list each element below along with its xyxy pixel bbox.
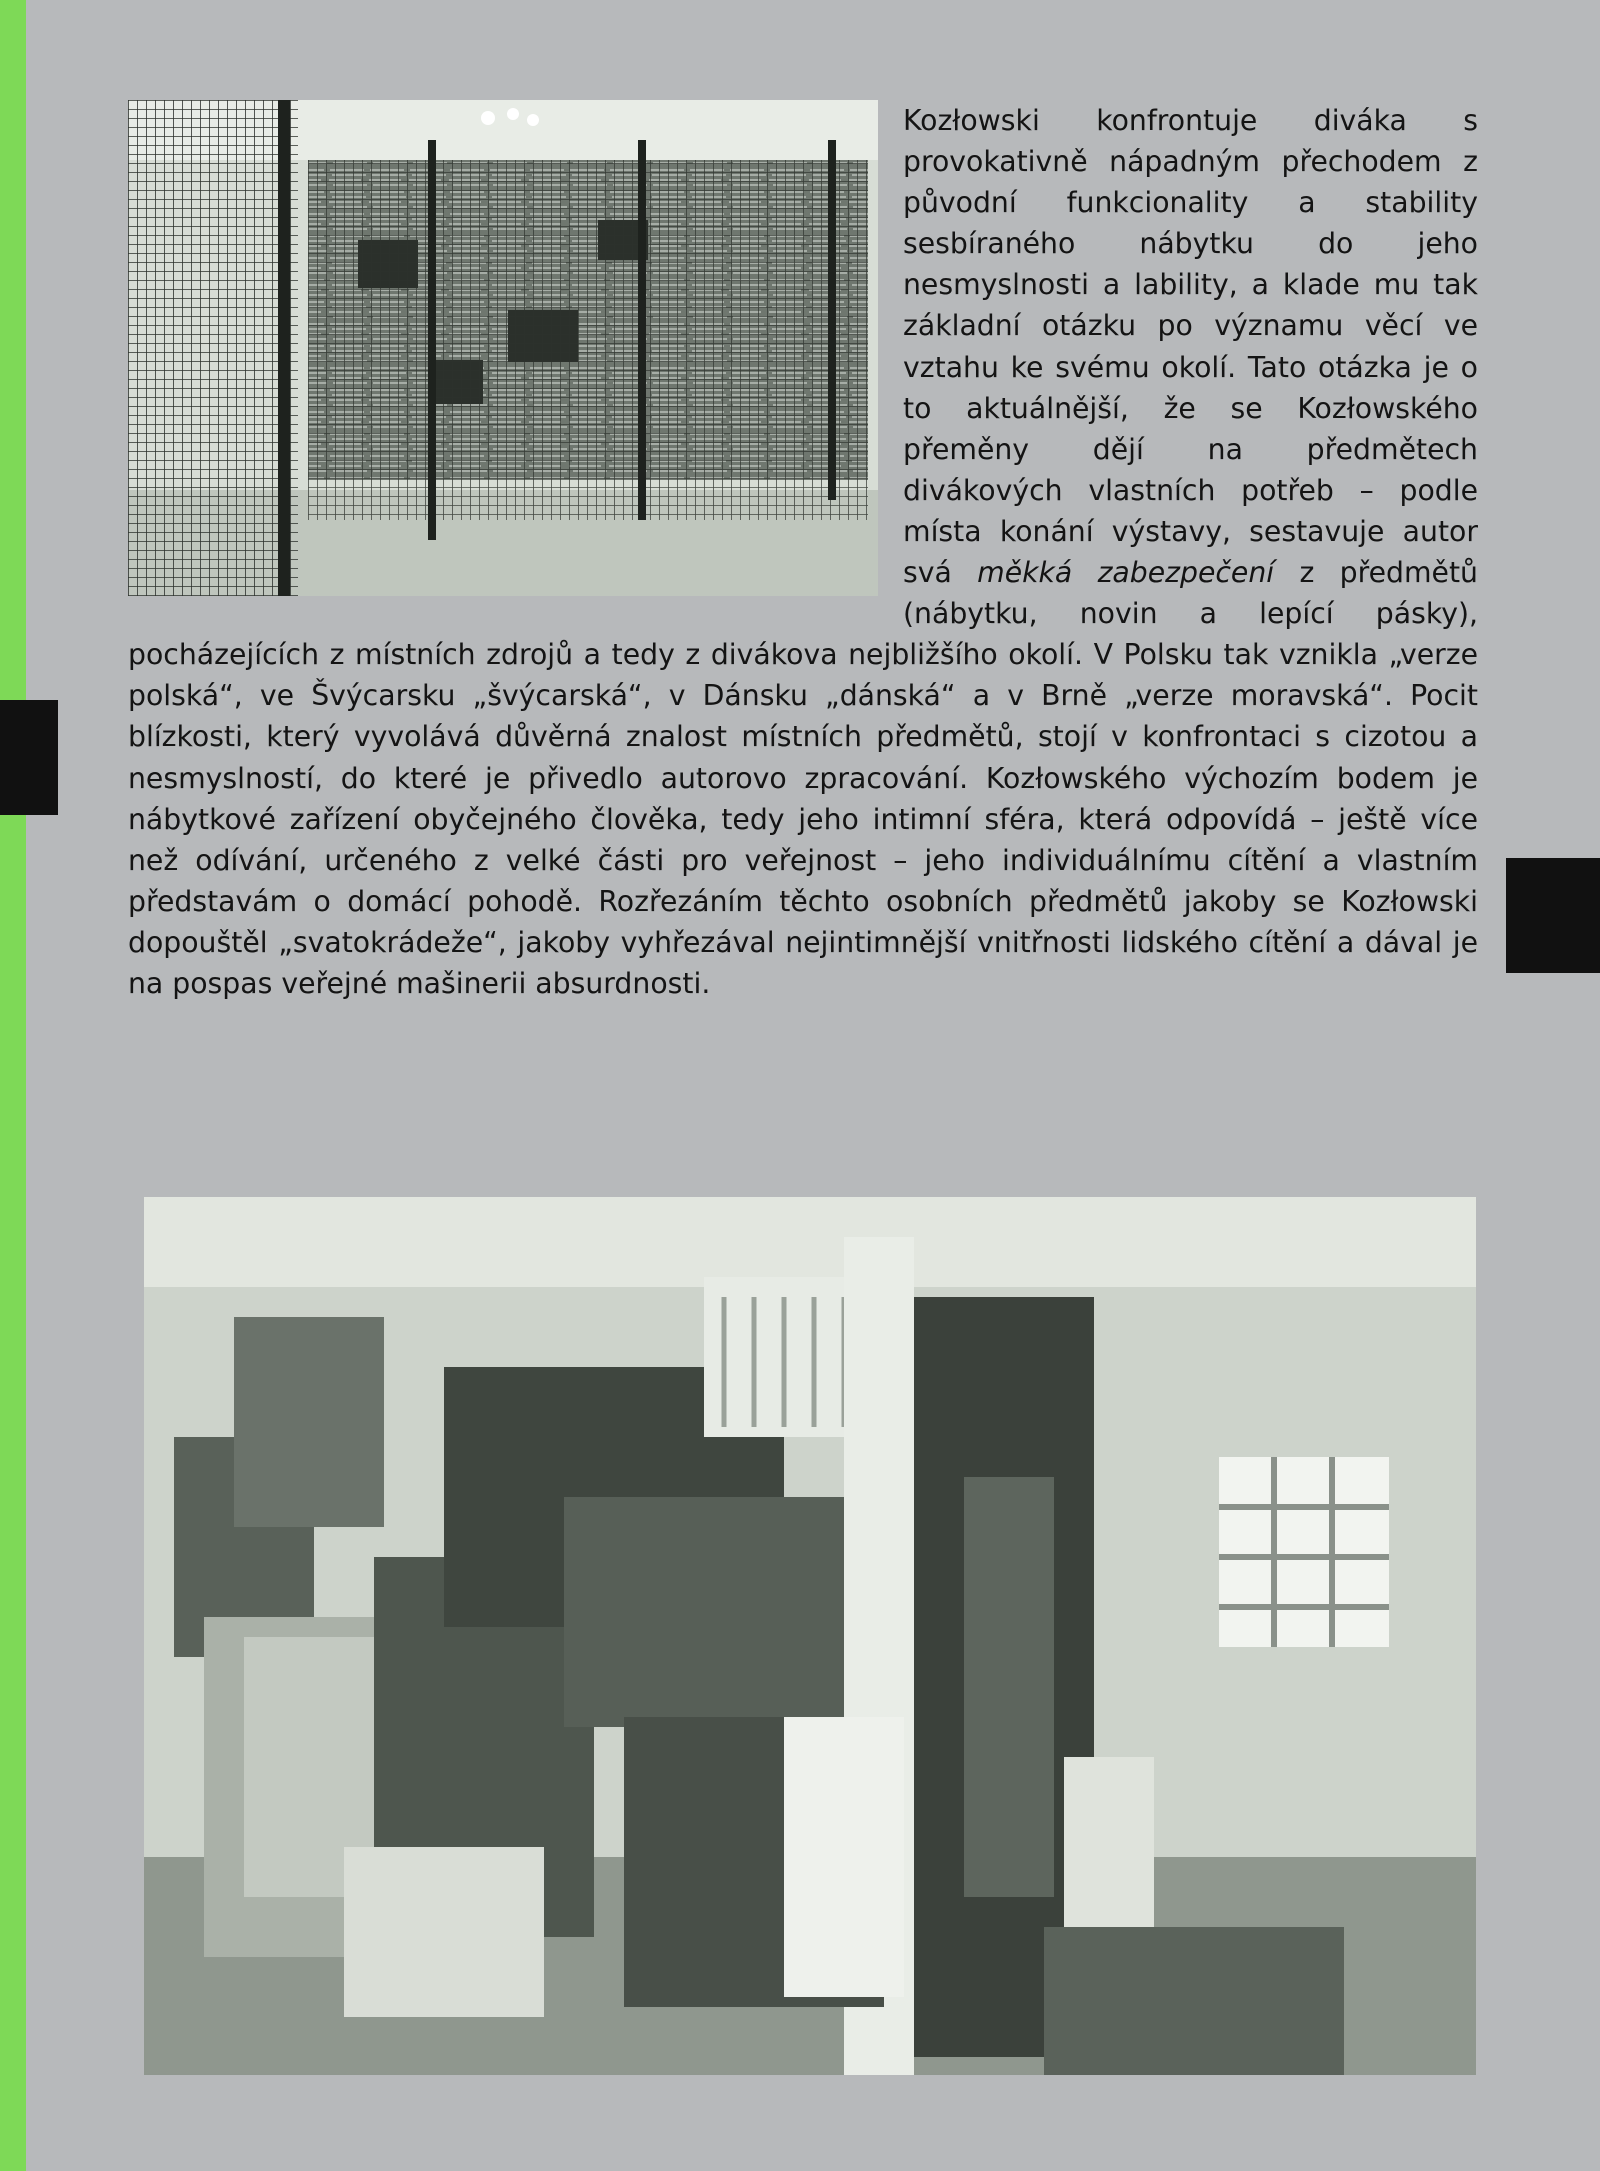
right-black-tab — [1506, 858, 1600, 973]
article-text — [128, 100, 1478, 1004]
photo-text-wrap-spacer — [128, 100, 903, 625]
photo-furniture-installation — [144, 1197, 1476, 2075]
left-black-tab — [0, 700, 58, 815]
article-emphasis: měkká zabezpečení — [977, 556, 1275, 590]
article-intro: Kozłowski konfrontuje diváka s provokativně nápadným přechodem z původní funkcionality a stability sesbíraného nábytku do jeho nesmyslnosti a lability, a klade mu tak základní otázku po významu věcí ve vztahu ke svému okolí. Tato otázka je o to aktuálnější, že se Kozłowského přeměny dějí na předmětech divákových vlastních potřeb – podle místa konání výstavy, sestavuje autor svá — [903, 104, 1478, 590]
article-continuation: z předmětů (nábytku, novin a lepící pásky), pocházejících z místních zdrojů a tedy z divákova nejbližšího okolí. V Polsku tak vznikla „verze polská“, ve Švýcarsku „švýcarská“, v Dánsku „dánská“ a v Brně „verze moravská“. Pocit blízkosti, který vyvolává důvěrná znalost místních předmětů, stojí v konfrontaci s cizotou a nesmyslností, do které je přivedlo autorovo zpracování. Kozłowského výchozím bodem je nábytkové zařízení obyčejného člověka, tedy jeho intimní sféra, která odpovídá – ještě více než odívání, určeného z velké části pro veřejnost – jeho individuálnímu cítění a vlastním představám o domácí pohodě. Rozřezáním těchto osobních předmětů jakoby se Kozłowski dopouštěl „svatokrádeže“, jakoby vyhřezával nejintimnější vnitřnosti lidského cítění a dával je na pospas veřejné mašinerii absurdnosti. — [128, 556, 1478, 1000]
green-edge-strip — [0, 0, 26, 2171]
